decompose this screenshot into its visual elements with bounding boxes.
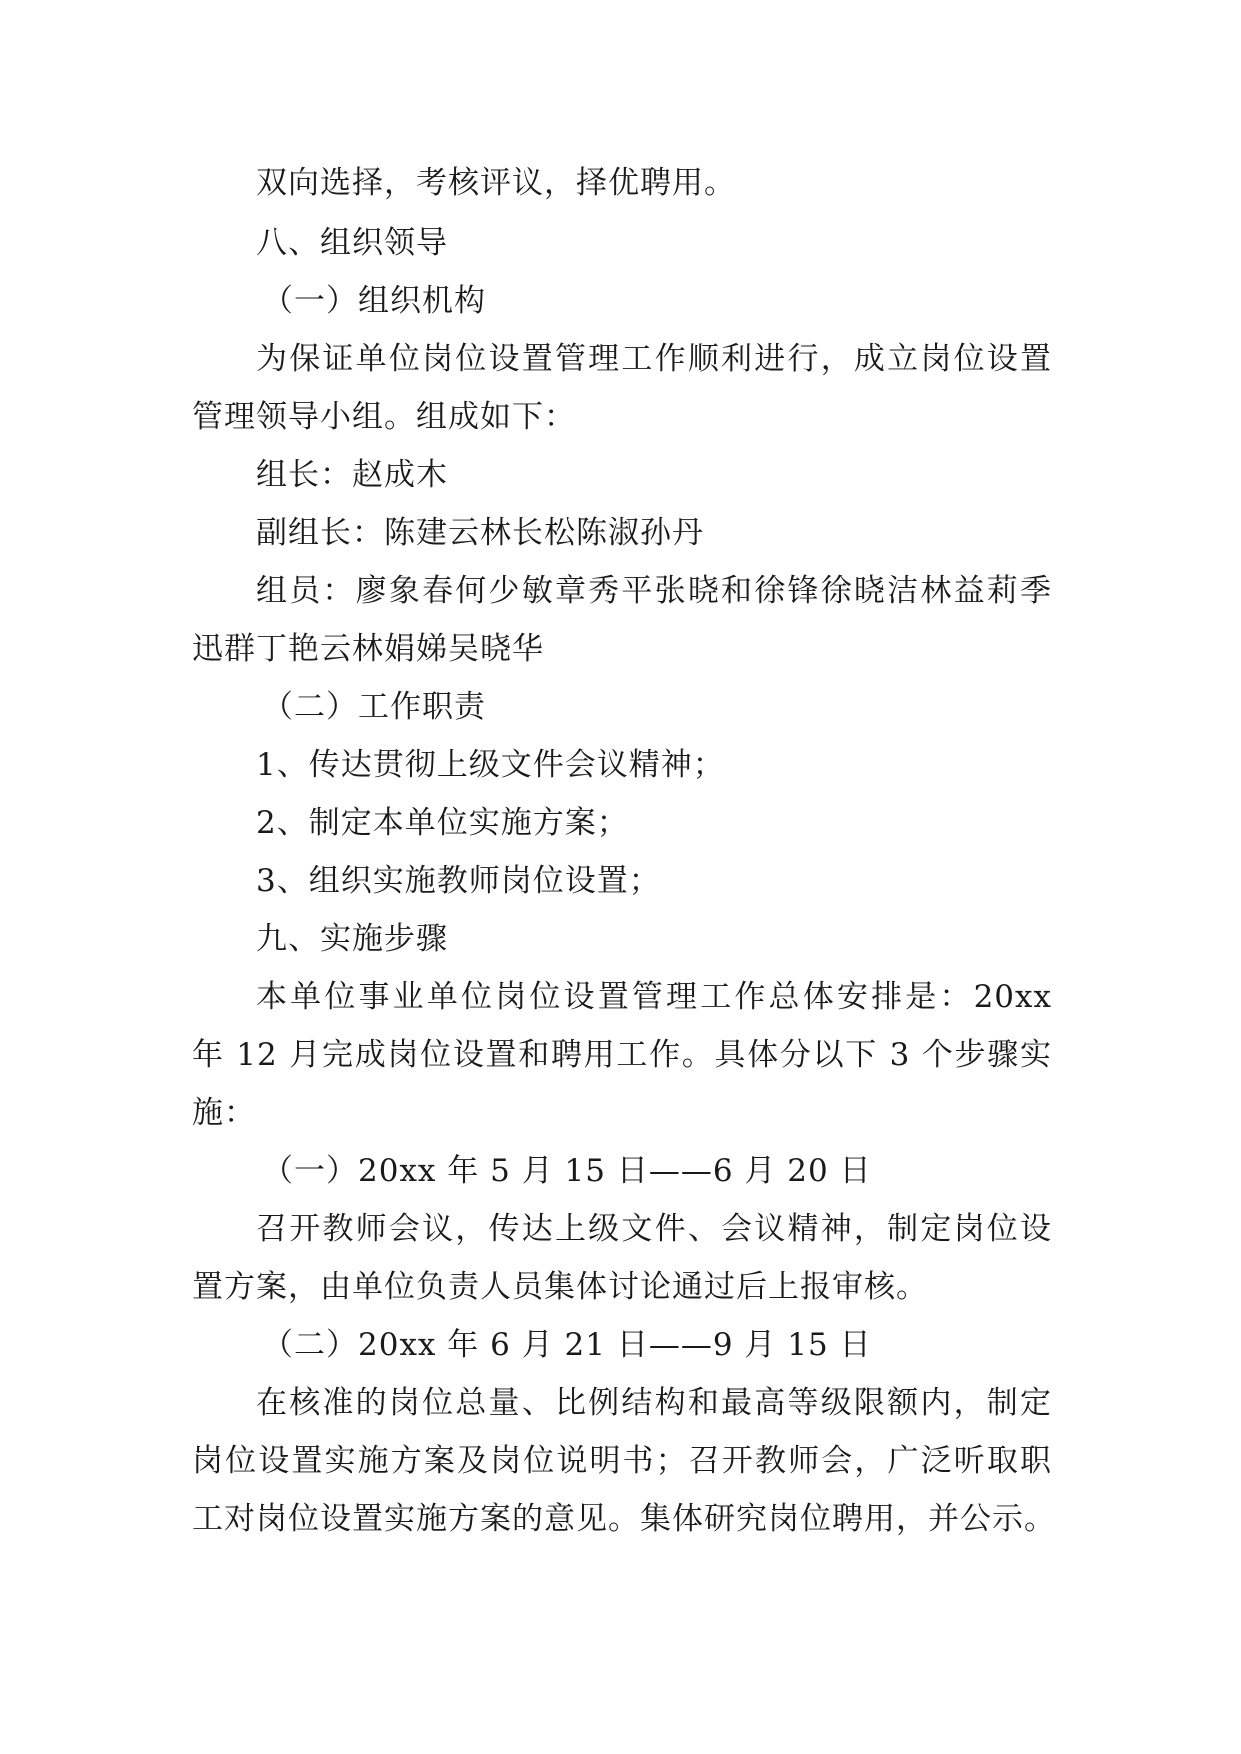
section-heading-8: 八、组织领导 — [256, 225, 448, 261]
paragraph-line: 组长：赵成木 — [256, 457, 448, 493]
paragraph-line: 管理领导小组。组成如下： — [192, 399, 576, 435]
paragraph-line: 双向选择，考核评议，择优聘用。 — [256, 165, 736, 201]
paragraph-line: 为保证单位岗位设置管理工作顺利进行，成立岗位设置 — [256, 341, 1052, 377]
paragraph-line: 岗位设置实施方案及岗位说明书；召开教师会，广泛听取职 — [192, 1443, 1052, 1479]
section-heading-9: 九、实施步骤 — [256, 921, 448, 957]
paragraph-line: 召开教师会议，传达上级文件、会议精神，制定岗位设 — [256, 1211, 1052, 1247]
subsection-heading: （二）工作职责 — [262, 689, 486, 725]
list-item: 1、传达贯彻上级文件会议精神； — [256, 747, 725, 783]
paragraph-line: 工对岗位设置实施方案的意见。集体研究岗位聘用，并公示。 — [192, 1501, 1056, 1537]
list-item: 3、组织实施教师岗位设置； — [256, 863, 661, 899]
paragraph-line: 年 12 月完成岗位设置和聘用工作。具体分以下 3 个步骤实 — [192, 1037, 1052, 1073]
subsection-heading: （一）20xx 年 5 月 15 日——6 月 20 日 — [262, 1153, 872, 1189]
paragraph-line: 本单位事业单位岗位设置管理工作总体安排是：20xx — [256, 979, 1052, 1015]
list-item: 2、制定本单位实施方案； — [256, 805, 629, 841]
subsection-heading: （二）20xx 年 6 月 21 日——9 月 15 日 — [262, 1327, 872, 1363]
paragraph-line: 组员：廖象春何少敏章秀平张晓和徐锋徐晓洁林益莉季 — [256, 573, 1052, 609]
paragraph-line: 在核准的岗位总量、比例结构和最高等级限额内，制定 — [256, 1385, 1052, 1421]
subsection-heading: （一）组织机构 — [262, 283, 486, 319]
paragraph-line: 置方案，由单位负责人员集体讨论通过后上报审核。 — [192, 1269, 928, 1305]
paragraph-line: 施： — [192, 1095, 256, 1131]
paragraph-line: 副组长：陈建云林长松陈淑孙丹 — [256, 515, 704, 551]
paragraph-line: 迅群丁艳云林娟娣吴晓华 — [192, 631, 544, 667]
